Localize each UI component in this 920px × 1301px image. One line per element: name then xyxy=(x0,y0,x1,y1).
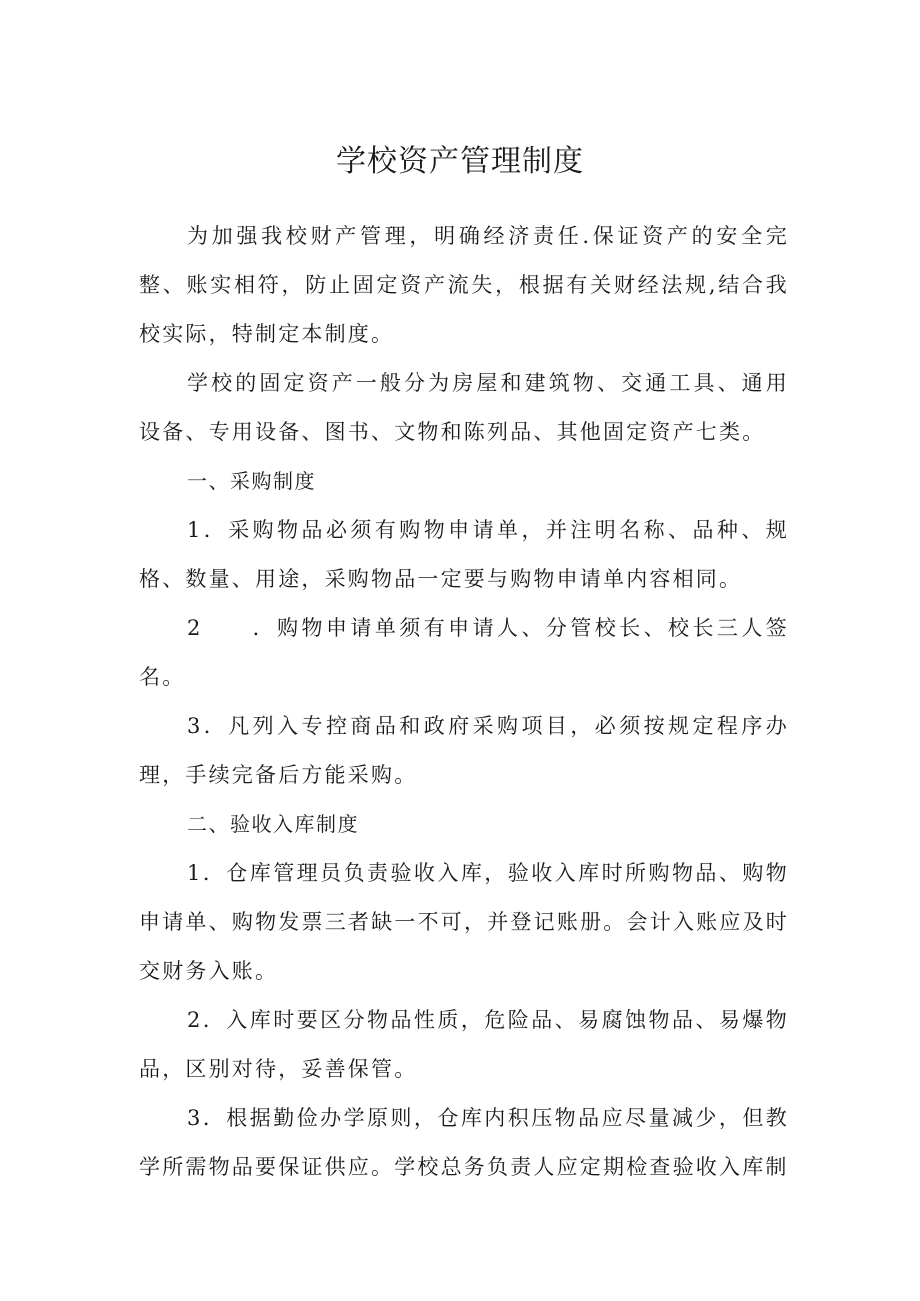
procurement-item-2: 2 ．购物申请单须有申请人、分管校长、校长三人签名。 xyxy=(139,616,789,689)
receiving-item-2: 2．入库时要区分物品性质，危险品、易腐蚀物品、易爆物品，区别对待，妥善保管。 xyxy=(139,1008,789,1081)
document-title: 学校资产管理制度 xyxy=(336,144,584,179)
procurement-item-1: 1．采购物品必须有购物申请单，并注明名称、品种、规格、数量、用途，采购物品一定要与购物申请单内容相同。 xyxy=(139,518,789,591)
receiving-item-3: 3．根据勤俭办学原则，仓库内积压物品应尽量减少，但教学所需物品要保证供应。学校总务负责人应定期检查验收入库制 xyxy=(139,1106,789,1179)
section-heading-procurement: 一、采购制度 xyxy=(187,469,316,493)
section-heading-receiving: 二、验收入库制度 xyxy=(187,812,359,836)
intro-paragraph: 为加强我校财产管理，明确经济责任.保证资产的安全完整、账实相符，防止固定资产流失，根据有关财经法规,结合我校实际，特制定本制度。 xyxy=(139,224,789,346)
document-body xyxy=(139,212,789,1192)
asset-categories-paragraph: 学校的固定资产一般分为房屋和建筑物、交通工具、通用设备、专用设备、图书、文物和陈列品、其他固定资产七类。 xyxy=(139,371,789,444)
procurement-item-3: 3．凡列入专控商品和政府采购项目，必须按规定程序办理，手续完备后方能采购。 xyxy=(139,714,789,787)
receiving-item-1: 1．仓库管理员负责验收入库，验收入库时所购物品、购物申请单、购物发票三者缺一不可，并登记账册。会计入账应及时交财务入账。 xyxy=(139,861,789,983)
